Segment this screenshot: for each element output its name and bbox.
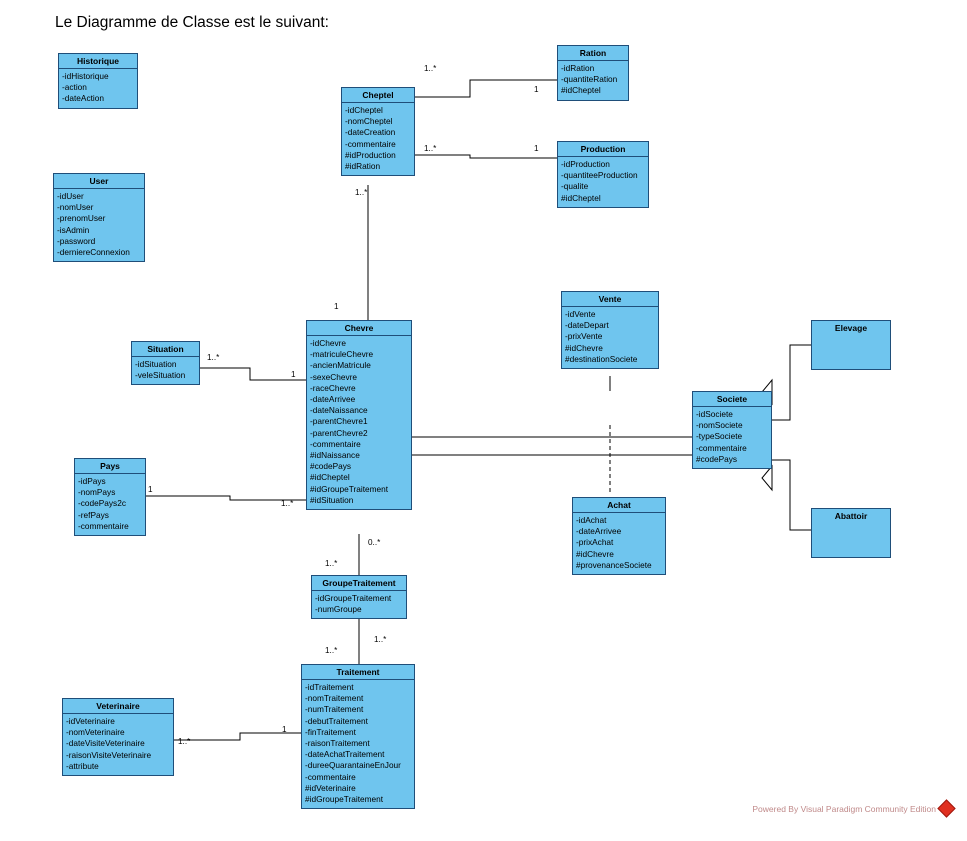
watermark	[752, 802, 953, 815]
attribute: #idRation	[345, 161, 381, 172]
class-box-achat[interactable]	[572, 497, 666, 575]
class-box-situation[interactable]	[131, 341, 200, 385]
attribute: -codePays2c	[78, 498, 126, 509]
attribute: -commentaire	[305, 771, 356, 782]
class-name-ration: Ration	[558, 46, 628, 61]
class-attributes-production	[558, 157, 648, 207]
multiplicity-label: 1	[291, 370, 296, 379]
multiplicity-label: 1	[334, 302, 339, 311]
attribute: -debutTraitement	[305, 715, 368, 726]
class-attributes-ration	[558, 61, 628, 100]
gen-societe-abattoir	[772, 460, 811, 530]
attribute: #idGroupeTraitement	[310, 483, 389, 494]
class-box-historique[interactable]	[58, 53, 138, 109]
class-name-chevre: Chevre	[307, 321, 411, 336]
multiplicity-label: 1	[534, 85, 539, 94]
multiplicity-label: 1..*	[281, 499, 294, 508]
attribute: -dateAction	[62, 93, 104, 104]
assoc-veterinaire-traitement	[174, 733, 301, 740]
class-name-traitement: Traitement	[302, 665, 414, 680]
class-attributes-veterinaire	[63, 714, 173, 775]
attribute: -action	[62, 82, 87, 93]
class-box-user[interactable]	[53, 173, 145, 262]
attribute: -commentaire	[345, 138, 396, 149]
attribute: -prenomUser	[57, 213, 106, 224]
attribute: -nomUser	[57, 202, 94, 213]
attribute: -numGroupe	[315, 604, 362, 615]
attribute: #provenanceSociete	[576, 559, 652, 570]
attribute: -refPays	[78, 509, 109, 520]
attribute: -idVeterinaire	[66, 716, 115, 726]
attribute: -dateDepart	[565, 320, 609, 331]
attribute: -dureeQuarantaineEnJour	[305, 760, 401, 771]
attribute: -prixAchat	[576, 537, 614, 548]
class-box-elevage[interactable]	[811, 320, 891, 370]
attribute: -idProduction	[561, 159, 610, 169]
attribute: #codePays	[696, 453, 738, 464]
attribute: -password	[57, 235, 96, 246]
class-name-historique: Historique	[59, 54, 137, 69]
class-name-cheptel: Cheptel	[342, 88, 414, 103]
class-box-vente[interactable]	[561, 291, 659, 369]
class-name-user: User	[54, 174, 144, 189]
attribute: -raisonTraitement	[305, 738, 370, 749]
class-attributes-historique	[59, 69, 137, 108]
multiplicity-label: 1..*	[325, 646, 338, 655]
attribute: -idHistorique	[62, 71, 109, 81]
attribute: -idRation	[561, 63, 595, 73]
class-box-veterinaire[interactable]	[62, 698, 174, 776]
class-attributes-pays	[75, 474, 145, 535]
class-attributes-cheptel	[342, 103, 414, 175]
class-name-vente: Vente	[562, 292, 658, 307]
attribute: -quantiteeProduction	[561, 170, 638, 181]
attribute: -qualite	[561, 181, 589, 192]
class-box-societe[interactable]	[692, 391, 772, 469]
class-name-societe: Societe	[693, 392, 771, 407]
watermark-text: Powered By Visual Paradigm Community Edition	[752, 803, 936, 814]
multiplicity-label: 1..*	[178, 737, 191, 746]
class-box-chevre[interactable]	[306, 320, 412, 510]
attribute: -dateAchatTraitement	[305, 749, 385, 760]
attribute: -idGroupeTraitement	[315, 593, 392, 603]
attribute: -idSociete	[696, 409, 733, 419]
attribute: #idProduction	[345, 149, 396, 160]
attribute: -sexeChevre	[310, 371, 358, 382]
vp-diamond-icon	[937, 799, 955, 817]
attribute: -idPays	[78, 476, 106, 486]
attribute: -idTraitement	[305, 682, 354, 692]
attribute: -dateArrivee	[310, 394, 356, 405]
attribute: -derniereConnexion	[57, 247, 130, 258]
attribute: -nomTraitement	[305, 693, 364, 704]
attribute: -ancienMatricule	[310, 360, 371, 371]
attribute: -dateVisiteVeterinaire	[66, 738, 145, 749]
class-name-abattoir: Abattoir	[812, 509, 890, 523]
attribute: -commentaire	[696, 442, 747, 453]
multiplicity-label: 1..*	[374, 635, 387, 644]
attribute: #idCheptel	[310, 472, 350, 483]
multiplicity-label: 1..*	[207, 353, 220, 362]
attribute: -raceChevre	[310, 382, 356, 393]
class-attributes-vente	[562, 307, 658, 368]
attribute: #idChevre	[576, 548, 614, 559]
class-name-situation: Situation	[132, 342, 199, 357]
attribute: -nomPays	[78, 487, 116, 498]
class-name-elevage: Elevage	[812, 321, 890, 335]
attribute: -matriculeChevre	[310, 349, 374, 360]
gen-societe-elevage	[772, 345, 811, 420]
attribute: -quantiteRation	[561, 74, 618, 85]
class-box-production[interactable]	[557, 141, 649, 208]
class-name-pays: Pays	[75, 459, 145, 474]
class-attributes-chevre	[307, 336, 411, 509]
attribute: -nomVeterinaire	[66, 727, 125, 738]
attribute: -commentaire	[78, 520, 129, 531]
attribute: -dateArrivee	[576, 526, 622, 537]
class-box-cheptel[interactable]	[341, 87, 415, 176]
class-name-production: Production	[558, 142, 648, 157]
generalization-arrow-abattoir	[762, 466, 772, 490]
attribute: -typeSociete	[696, 431, 743, 442]
attribute: -nomCheptel	[345, 116, 393, 127]
multiplicity-label: 1..*	[424, 144, 437, 153]
attribute: #codePays	[310, 461, 352, 472]
attribute: -dateCreation	[345, 127, 396, 138]
class-attributes-user	[54, 189, 144, 261]
attribute: #idSituation	[310, 494, 354, 505]
class-attributes-situation	[132, 357, 199, 384]
attribute: -veleSituation	[135, 370, 186, 381]
class-box-traitement[interactable]	[301, 664, 415, 809]
class-attributes-traitement	[302, 680, 414, 808]
attribute: -dateNaissance	[310, 405, 368, 416]
attribute: -parentChevre1	[310, 416, 368, 427]
attribute: -idVente	[565, 309, 596, 319]
class-name-achat: Achat	[573, 498, 665, 513]
attribute: -commentaire	[310, 438, 361, 449]
multiplicity-label: 1..*	[355, 188, 368, 197]
class-attributes-groupetraitement	[312, 591, 406, 618]
attribute: -isAdmin	[57, 224, 90, 235]
multiplicity-label: 1	[282, 725, 287, 734]
attribute: #idGroupeTraitement	[305, 794, 384, 805]
class-box-abattoir[interactable]	[811, 508, 891, 558]
attribute: -attribute	[66, 760, 99, 771]
attribute: #idNaissance	[310, 450, 360, 461]
multiplicity-label: 1	[534, 144, 539, 153]
attribute: #destinationSociete	[565, 353, 638, 364]
attribute: #idVeterinaire	[305, 782, 356, 793]
attribute: #idCheptel	[561, 192, 601, 203]
assoc-cheptel-production	[415, 155, 557, 158]
multiplicity-label: 0..*	[368, 538, 381, 547]
attribute: -idCheptel	[345, 105, 383, 115]
class-attributes-achat	[573, 513, 665, 574]
class-box-pays[interactable]	[74, 458, 146, 536]
attribute: -numTraitement	[305, 704, 364, 715]
multiplicity-label: 1..*	[325, 559, 338, 568]
attribute: #idCheptel	[561, 85, 601, 96]
attribute: -finTraitement	[305, 726, 356, 737]
attribute: -parentChevre2	[310, 427, 368, 438]
attribute: #idChevre	[565, 342, 603, 353]
class-attributes-societe	[693, 407, 771, 468]
multiplicity-label: 1	[148, 485, 153, 494]
attribute: -idSituation	[135, 359, 177, 369]
class-name-veterinaire: Veterinaire	[63, 699, 173, 714]
attribute: -prixVente	[565, 331, 603, 342]
attribute: -nomSociete	[696, 420, 743, 431]
attribute: -idAchat	[576, 515, 607, 525]
class-name-groupetraitement: GroupeTraitement	[312, 576, 406, 591]
multiplicity-label: 1..*	[424, 64, 437, 73]
page-title: Le Diagramme de Classe est le suivant:	[55, 14, 329, 31]
attribute: -raisonVisiteVeterinaire	[66, 749, 152, 760]
attribute: -idChevre	[310, 338, 346, 348]
class-box-groupetraitement[interactable]	[311, 575, 407, 619]
attribute: -idUser	[57, 191, 84, 201]
class-box-ration[interactable]	[557, 45, 629, 101]
